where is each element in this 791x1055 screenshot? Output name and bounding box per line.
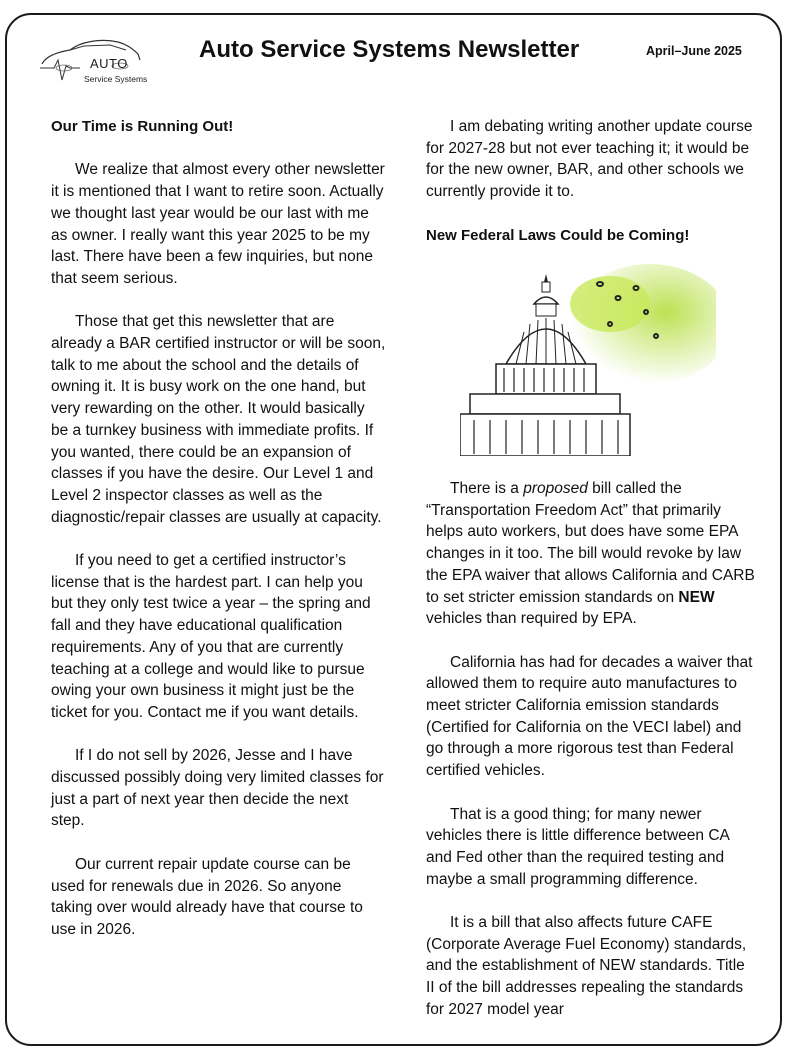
paragraph-proposed-bill: [426, 478, 756, 630]
emphasis-new: NEW: [678, 588, 715, 606]
paragraph: If you need to get a certified instructor’s license that is the hardest part. I can help you but they only test twice a year – the spring and fall and they have educational qualification requirements. Any of you that are currently teaching at a college and would like to pursue owing your own business it might just be the ticket for you. Contact me if you want details.: [51, 552, 371, 721]
heading-federal-laws: New Federal Laws Could be Coming!: [426, 226, 690, 244]
logo-subword: Service Systems: [84, 74, 148, 84]
text-run: bill called the “Transportation Freedom Act” that primarily helps auto workers, but does have some EPA changes in it too. The bill would revoke by law the EPA waiver that allows California and CARB to set stricter emission standards on: [426, 480, 755, 606]
paragraph: California has had for decades a waiver that allowed them to require auto manufactures to meet stricter California emission standards (Certified for California on the VECI label) and go through a more rigorous test than Federal certified vehicles.: [426, 653, 753, 780]
emphasis-proposed: proposed: [523, 480, 588, 497]
paragraph: That is a good thing; for many newer vehicles there is little difference between CA and Fed other than the required testing and maybe a small programming difference.: [426, 805, 729, 888]
paragraph: Those that get this newsletter that are already a BAR certified instructor or will be soon, talk to me about the school and the details of owning it. It is busy work on the one hand, but very rewarding on the other. It would basically be a turnkey business with immediate profits. If you wanted, there could be an expansion of classes if you have the desire. Our Level 1 and Level 2 inspector classes as well as the diagnostic/repair classes are usually at capacity.: [51, 313, 386, 526]
right-column-bottom: [426, 478, 756, 1021]
capitol-dome-icon: [460, 264, 716, 456]
text-run: vehicles than required by EPA.: [426, 610, 637, 628]
paragraph: If I do not sell by 2026, Jesse and I have discussed possibly doing very limited classes for just a part of next year then decide the next step.: [51, 747, 384, 830]
paragraph: I am debating writing another update course for 2027-28 but not ever teaching it; it would be for the new owner, BAR, and other schools we currently provide it to.: [426, 118, 753, 201]
left-column: [51, 116, 386, 941]
newsletter-title: Auto Service Systems Newsletter: [199, 36, 580, 63]
issue-date: April–June 2025: [646, 44, 742, 58]
text-run: There is a: [450, 480, 524, 497]
paragraph: It is a bill that also affects future CAFE (Corporate Average Fuel Economy) standards, and the establishment of NEW standards. Title II of the bill addresses repealing the standards for 2027 model year: [426, 914, 747, 1018]
right-column-top: [426, 116, 756, 246]
paragraph: Our current repair update course can be used for renewals due in 2026. So anyone taking over would already have that course to use in 2026.: [51, 855, 363, 938]
logo-word: AUTO: [90, 56, 128, 71]
paragraph: We realize that almost every other newsletter it is mentioned that I want to retire soon. Actually we thought last year would be our last with me as owner. I really want this year 2025 to be my last. There have been a few inquiries, but none that seem serious.: [51, 161, 385, 287]
capitol-illustration: [460, 264, 716, 456]
heading-time-running-out: Our Time is Running Out!: [51, 118, 234, 135]
